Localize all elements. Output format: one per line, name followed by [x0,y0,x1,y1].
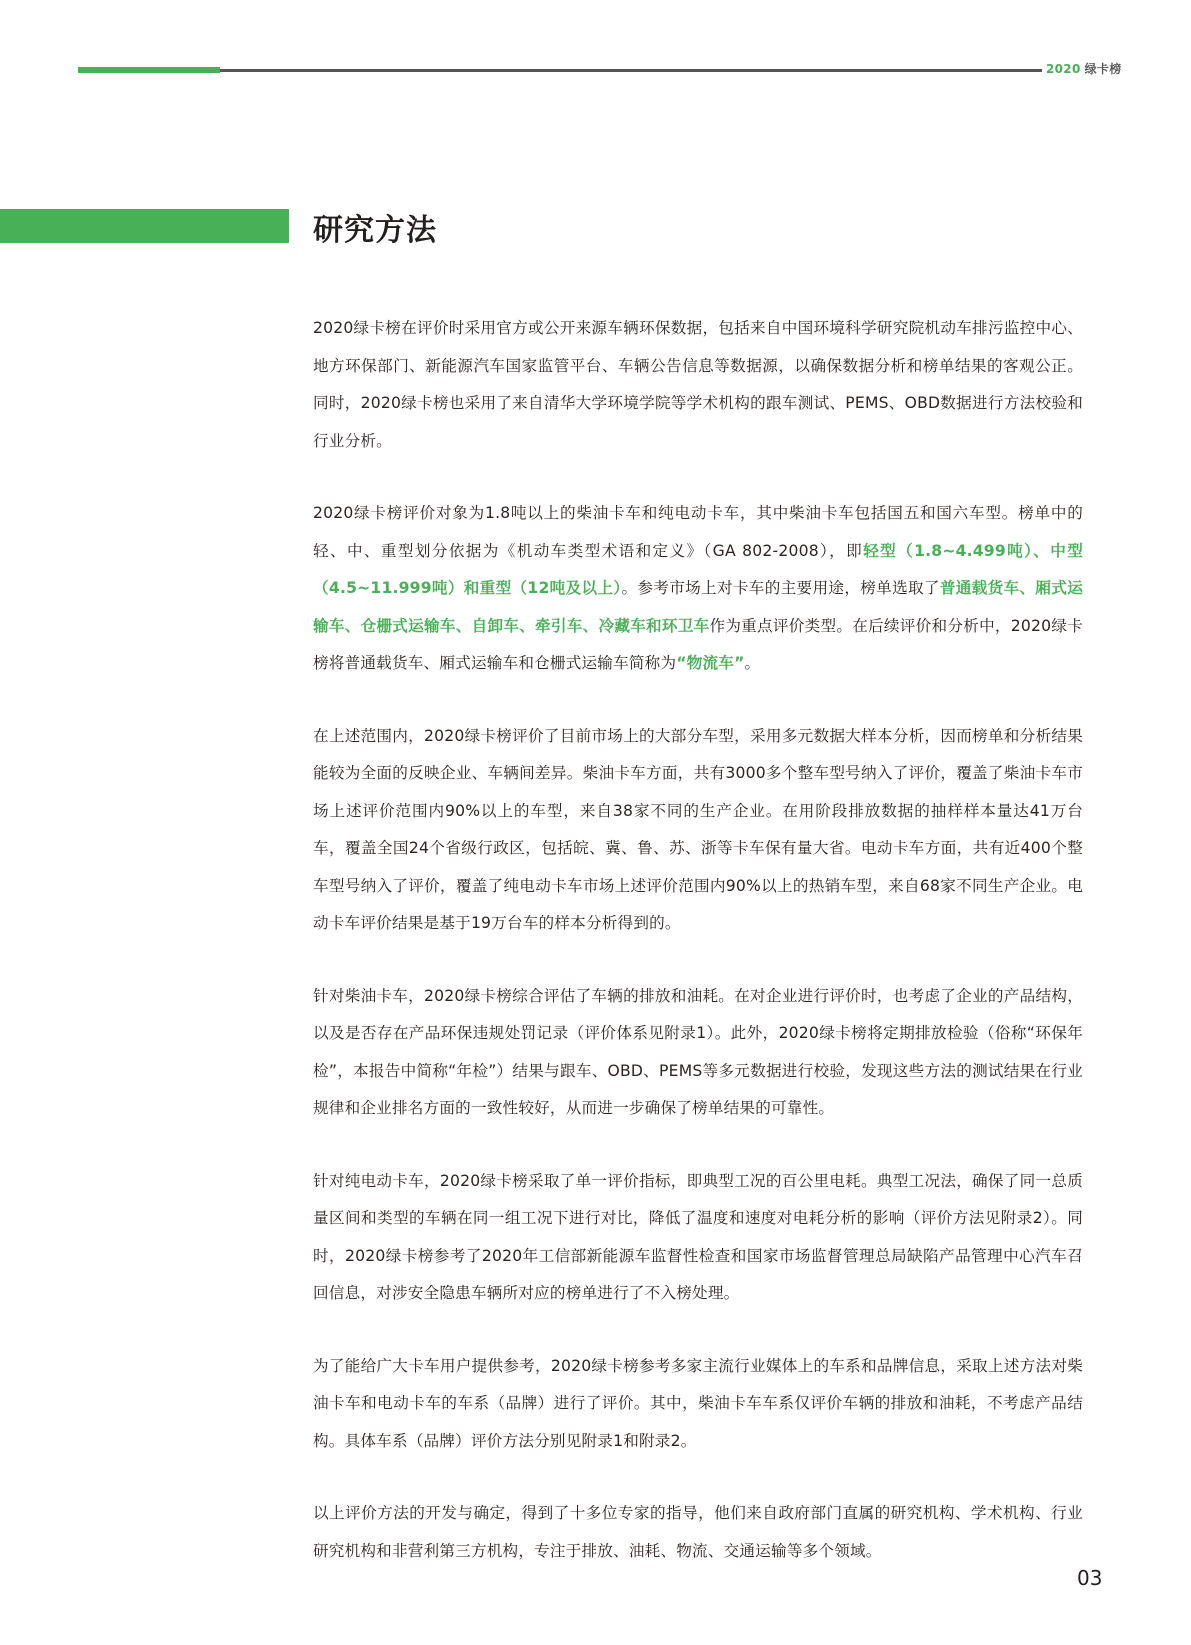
page-title: 研究方法 [313,213,437,248]
text: 。参考市场上对卡车的主要用途，榜单选取了 [621,579,940,597]
text: 2020绿卡榜评价对象为1.8吨以上的柴油卡车和纯电动卡车，其中柴油卡车包括国五和国六车型。榜单中的轻、中、重型划分依据为《机动车类型术语和定义》（GA 802-2008），即 [313,504,1083,560]
header-brand: 绿卡榜 [1084,62,1122,76]
header-rule [220,69,1042,72]
highlight-logistics-vehicle: “物流车” [676,654,745,672]
text: 作为重点评价类型。在后续评价和分析中，2020绿卡榜将普通载货车、厢式运输车和仓栅式运输车简称为 [313,616,1083,672]
header-year: 2020 [1046,62,1081,76]
text: 。 [744,654,761,672]
header-accent-bar [78,67,220,73]
running-header [1046,60,1122,77]
paragraph-evaluation-scope [313,495,1083,683]
paragraph-brand-evaluation: 为了能给广大卡车用户提供参考，2020绿卡榜参考多家主流行业媒体上的车系和品牌信息，采取上述方法对柴油卡车和电动卡车的车系（品牌）进行了评价。其中，柴油卡车车系仅评价车辆的排放和油耗，不考虑产品结构。具体车系（品牌）评价方法分别见附录1和附录2。 [313,1356,1083,1450]
paragraph-expert-guidance: 以上评价方法的开发与确定，得到了十多位专家的指导，他们来自政府部门直属的研究机构、学术机构、行业研究机构和非营利第三方机构，专注于排放、油耗、物流、交通运输等多个领域。 [313,1504,1083,1560]
paragraph-sample-coverage: 在上述范围内，2020绿卡榜评价了目前市场上的大部分车型，采用多元数据大样本分析，因而榜单和分析结果能较为全面的反映企业、车辆间差异。柴油卡车方面，共有3000多个整车型号纳入了评价，覆盖了柴油卡车市场上述评价范围内90%以上的车型，来自38家不同的生产企业。在用阶段排放数据的抽样样本量达41万台车，覆盖全国24个省级行政区，包括皖、冀、鲁、苏、浙等卡车保有量大省。电动卡车方面，共有近400个整车型号纳入了评价，覆盖了纯电动卡车市场上述评价范围内90%以上的热销车型，来自68家不同生产企业。电动卡车评价结果是基于19万台车的样本分析得到的。 [313,726,1083,932]
paragraph-electric-method: 针对纯电动卡车，2020绿卡榜采取了单一评价指标，即典型工况的百公里电耗。典型工况法，确保了同一总质量区间和类型的车辆在同一组工况下进行对比，降低了温度和速度对电耗分析的影响（评价方法见附录2）。同时，2020绿卡榜参考了2020年工信部新能源车监督性检查和国家市场监督管理总局缺陷产品管理中心汽车召回信息，对涉安全隐患车辆所对应的榜单进行了不入榜处理。 [313,1171,1083,1302]
section-title-bar [0,209,289,243]
paragraph-diesel-method: 针对柴油卡车，2020绿卡榜综合评估了车辆的排放和油耗。在对企业进行评价时，也考虑了企业的产品结构，以及是否存在产品环保违规处罚记录（评价体系见附录1）。此外，2020绿卡榜将定期排放检验（俗称“环保年检”，本报告中简称“年检”）结果与跟车、OBD、PEMS等多元数据进行校验，发现这些方法的测试结果在行业规律和企业排名方面的一致性较好，从而进一步确保了榜单结果的可靠性。 [313,986,1083,1117]
highlight-vehicle-types: 普通载货车、厢式运输车、仓栅式运输车、自卸车、牵引车、冷藏车和环卫车 [313,579,1083,635]
page-number: 03 [1077,1566,1103,1590]
paragraph-data-sources: 2020绿卡榜在评价时采用官方或公开来源车辆环保数据，包括来自中国环境科学研究院机动车排污监控中心、地方环保部门、新能源汽车国家监管平台、车辆公告信息等数据源，以确保数据分析和榜单结果的客观公正。同时，2020绿卡榜也采用了来自清华大学环境学院等学术机构的跟车测试、PEMS、OBD数据进行方法校验和行业分析。 [313,319,1083,450]
highlight-weight-classes: 轻型（1.8~4.499吨）、中型（4.5~11.999吨）和重型（12吨及以上） [313,541,1083,597]
body-content [313,310,1083,1605]
